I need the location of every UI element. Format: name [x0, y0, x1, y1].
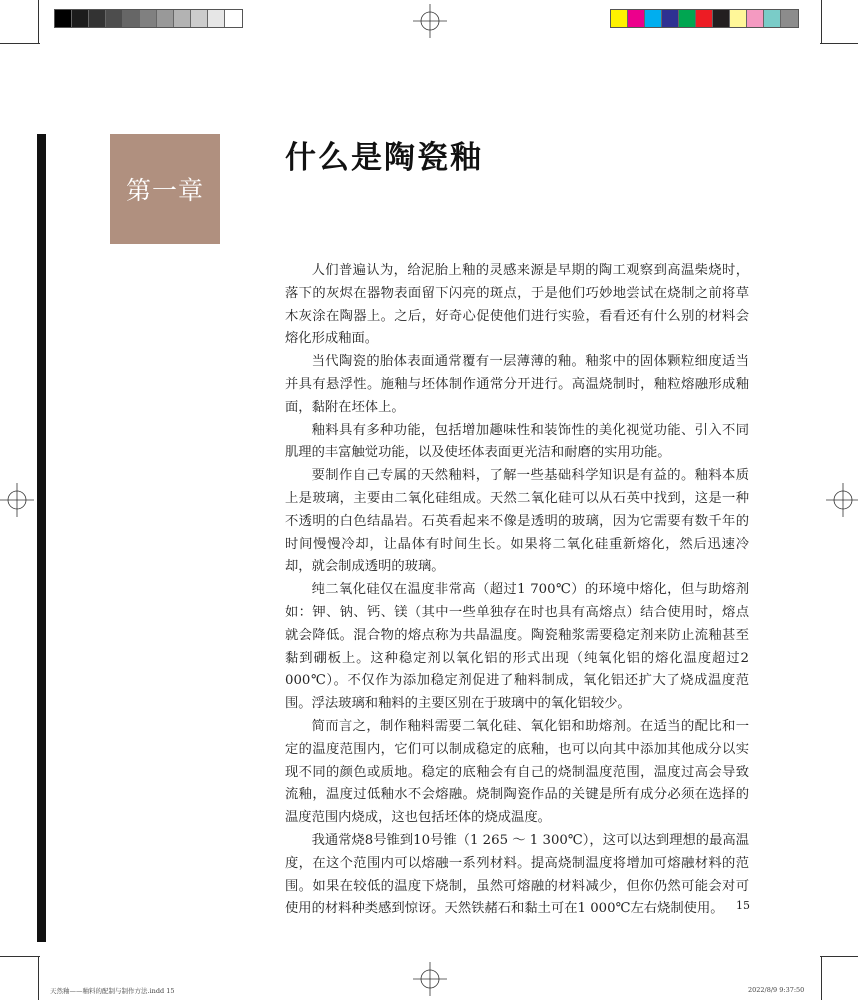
gray-swatch [89, 10, 106, 27]
paragraph: 釉料具有多种功能，包括增加趣味性和装饰性的美化视觉功能、引入不同肌理的丰富触觉功能，以及使坯体表面更光洁和耐磨的实用功能。 [285, 422, 749, 461]
body-text [285, 260, 749, 921]
gray-swatch [174, 10, 191, 27]
crop-mark [0, 43, 40, 44]
crop-mark [38, 956, 39, 1000]
footer-file-name: 天然釉——釉料的配制与制作方法.indd 15 [50, 987, 175, 995]
page-number: 15 [736, 899, 750, 912]
registration-mark-icon [0, 483, 34, 517]
color-swatch [696, 10, 713, 27]
registration-mark-icon [413, 4, 447, 38]
registration-mark-icon [413, 962, 447, 996]
paragraph: 纯二氧化硅仅在温度非常高（超过1 700℃）的环境中熔化，但与助熔剂如：钾、钠、钙、镁（其中一些单独存在时也具有高熔点）结合使用时，熔点就会降低。混合物的熔点称为共晶温度。陶瓷釉浆需要稳定剂来防止流釉甚至黏到硼板上。这种稳定剂以氧化铝的形式出现（纯氧化铝的熔化温度超过2 000℃）。不仅作为添加稳定剂促进了釉料制成，氧化铝还扩大了烧成温度范围。浮法玻璃和釉料的主要区别在于玻璃中的氧化铝较少。 [285, 582, 749, 712]
chapter-label: 第一章 [125, 176, 204, 205]
color-swatch [611, 10, 628, 27]
gray-swatch [123, 10, 140, 27]
registration-mark-icon [826, 483, 858, 517]
gray-swatch [55, 10, 72, 27]
crop-mark [0, 956, 40, 957]
gray-swatch [191, 10, 208, 27]
paragraph: 要制作自己专属的天然釉料，了解一些基础科学知识是有益的。釉料本质上是玻璃，主要由二氧化硅组成。天然二氧化硅可以从石英中找到，这是一种不透明的白色结晶岩。石英看起来不像是透明的玻璃，因为它需要有数千年的时间慢慢冷却，让晶体有时间生长。如果将二氧化硅重新熔化，然后迅速冷却，就会制成透明的玻璃。 [285, 468, 749, 575]
gray-swatch [208, 10, 225, 27]
gray-swatch [140, 10, 157, 27]
color-swatch [662, 10, 679, 27]
color-swatch [747, 10, 764, 27]
chapter-title: 什么是陶瓷釉 [285, 140, 483, 176]
process-color-bar [610, 9, 799, 28]
paragraph: 当代陶瓷的胎体表面通常覆有一层薄薄的釉。釉浆中的固体颗粒细度适当并具有悬浮性。施釉与坯体制作通常分开进行。高温烧制时，釉粒熔融形成釉面，黏附在坯体上。 [285, 354, 749, 415]
spine-bar [37, 134, 46, 942]
gray-swatch [157, 10, 174, 27]
color-swatch [645, 10, 662, 27]
crop-mark [38, 0, 39, 44]
color-swatch [679, 10, 696, 27]
color-swatch [628, 10, 645, 27]
gray-swatch [225, 10, 242, 27]
crop-mark [820, 956, 858, 957]
color-swatch [730, 10, 747, 27]
crop-mark [821, 0, 822, 44]
gray-color-bar [54, 9, 243, 28]
crop-mark [820, 43, 858, 44]
chapter-label-box [110, 134, 220, 244]
paragraph: 人们普遍认为，给泥胎上釉的灵感来源是早期的陶工观察到高温柴烧时，落下的灰烬在器物表面留下闪亮的斑点，于是他们巧妙地尝试在烧制之前将草木灰涂在陶器上。之后，好奇心促使他们进行实验，看看还有什么别的材料会熔化形成釉面。 [285, 263, 749, 347]
paragraph: 我通常烧8号锥到10号锥（1 265 ～ 1 300℃），这可以达到理想的最高温度，在这个范围内可以熔融一系列材料。提高烧制温度将增加可熔融材料的范围。如果在较低的温度下烧制，虽然可熔融的材料减少，但你仍然可能会对可使用的材料种类感到惊讶。天然铁赭石和黏土可在1 000℃左右烧制使用。 [285, 832, 749, 917]
gray-swatch [106, 10, 123, 27]
color-swatch [781, 10, 798, 27]
crop-mark [821, 956, 822, 1000]
footer-timestamp: 2022/8/9 9:37:50 [748, 986, 805, 994]
color-swatch [764, 10, 781, 27]
color-swatch [713, 10, 730, 27]
gray-swatch [72, 10, 89, 27]
paragraph: 简而言之，制作釉料需要二氧化硅、氧化铝和助熔剂。在适当的配比和一定的温度范围内，它们可以制成稳定的底釉，也可以向其中添加其他成分以实现不同的颜色或质地。稳定的底釉会有自己的烧制温度范围，温度过高会导致流釉，温度过低釉水不会熔融。烧制陶瓷作品的关键是所有成分必须在选择的温度范围内烧成，这也包括坯体的烧成温度。 [285, 718, 749, 826]
